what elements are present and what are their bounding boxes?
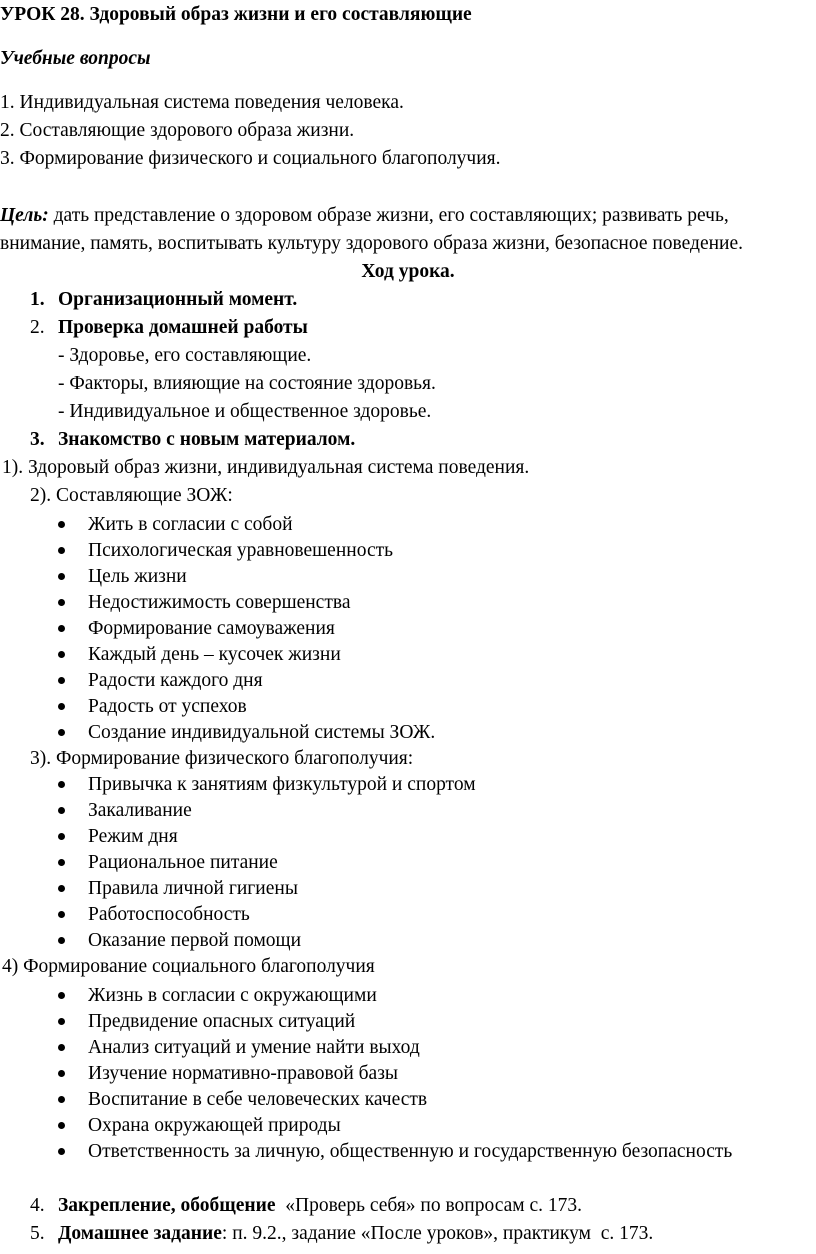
list-item: Психологическая уравновешенность xyxy=(88,540,394,561)
bullet-icon xyxy=(58,720,68,730)
questions-heading: Учебные вопросы xyxy=(0,48,151,69)
bullet-icon xyxy=(58,616,68,626)
bullet-icon xyxy=(58,798,68,808)
step-number: 2. xyxy=(30,317,45,338)
bullet-icon xyxy=(58,1087,68,1097)
list-item: Привычка к занятиям физкультурой и спортом xyxy=(88,774,476,795)
list-item: Рациональное питание xyxy=(88,852,278,873)
goal-label: Цель: xyxy=(0,205,49,226)
list-item: Оказание первой помощи xyxy=(88,930,302,951)
homework-check-item: - Факторы, влияющие на состояние здоровья. xyxy=(58,373,436,394)
question-item: 3. Формирование физического и социального благополучия. xyxy=(0,148,501,169)
goal-line-2: внимание, память, воспитывать культуру здорового образа жизни, безопасное поведение. xyxy=(0,233,744,254)
step-number: 5. xyxy=(30,1223,45,1244)
subsection-heading: 4) Формирование социального благополучия xyxy=(2,956,375,977)
question-item: 1. Индивидуальная система поведения человека. xyxy=(0,92,404,113)
subsection-heading: 2). Составляющие ЗОЖ: xyxy=(30,485,233,506)
step-title: Закрепление, обобщение xyxy=(58,1195,276,1216)
lesson-heading: Ход урока. xyxy=(361,261,455,282)
step-number: 4. xyxy=(30,1195,45,1216)
list-item: Радость от успехов xyxy=(88,696,247,717)
list-item: Предвидение опасных ситуаций xyxy=(88,1011,356,1032)
step-title: Проверка домашней работы xyxy=(58,317,308,338)
subsection-heading: 1). Здоровый образ жизни, индивидуальная система поведения. xyxy=(2,457,530,478)
bullet-icon xyxy=(58,1009,68,1019)
list-item: Режим дня xyxy=(88,826,178,847)
list-item: Радости каждого дня xyxy=(88,670,263,691)
list-item: Анализ ситуаций и умение найти выход xyxy=(88,1037,420,1058)
list-item: Ответственность за личную, общественную и государственную безопасность xyxy=(88,1141,733,1162)
bullet-icon xyxy=(58,1113,68,1123)
list-item: Создание индивидуальной системы ЗОЖ. xyxy=(88,722,436,743)
bullet-icon xyxy=(58,928,68,938)
list-item: Изучение нормативно-правовой базы xyxy=(88,1063,399,1084)
bullet-icon xyxy=(58,983,68,993)
list-item: Жизнь в согласии с окружающими xyxy=(88,985,377,1006)
goal-text: дать представление о здоровом образе жизни, его составляющих; развивать речь, xyxy=(48,205,729,226)
homework-check-item: - Индивидуальное и общественное здоровье. xyxy=(58,401,432,422)
bullet-icon xyxy=(58,1139,68,1149)
step-title: Знакомство с новым материалом. xyxy=(58,429,356,450)
list-item: Недостижимость совершенства xyxy=(88,592,351,613)
list-item: Правила личной гигиены xyxy=(88,878,298,899)
list-item: Цель жизни xyxy=(88,566,187,587)
bullet-icon xyxy=(58,1035,68,1045)
goal-line-1 xyxy=(0,203,729,229)
step-title: Организационный момент. xyxy=(58,289,298,310)
list-item: Воспитание в себе человеческих качеств xyxy=(88,1089,428,1110)
step-text: : п. 9.2., задание «После уроков», практикум с. 173. xyxy=(221,1223,654,1244)
bullet-icon xyxy=(58,876,68,886)
bullet-icon xyxy=(58,694,68,704)
step-title: Домашнее задание xyxy=(58,1223,222,1244)
bullet-icon xyxy=(58,590,68,600)
list-item: Жить в согласии с собой xyxy=(88,514,293,535)
list-item: Закаливание xyxy=(88,800,192,821)
bullet-icon xyxy=(58,564,68,574)
step-text: «Проверь себя» по вопросам с. 173. xyxy=(275,1195,583,1216)
page-title: УРОК 28. Здоровый образ жизни и его составляющие xyxy=(0,4,472,25)
bullet-icon xyxy=(58,538,68,548)
bullet-icon xyxy=(58,772,68,782)
bullet-icon xyxy=(58,824,68,834)
subsection-heading: 3). Формирование физического благополучия: xyxy=(30,748,414,769)
step-number: 3. xyxy=(30,429,45,450)
bullet-icon xyxy=(58,1061,68,1071)
list-item: Охрана окружающей природы xyxy=(88,1115,341,1136)
list-item: Работоспособность xyxy=(88,904,250,925)
bullet-icon xyxy=(58,668,68,678)
bullet-icon xyxy=(58,850,68,860)
question-item: 2. Составляющие здорового образа жизни. xyxy=(0,120,355,141)
homework-check-item: - Здоровье, его составляющие. xyxy=(58,345,312,366)
step-line xyxy=(58,1193,582,1219)
step-line xyxy=(58,1221,653,1247)
list-item: Формирование самоуважения xyxy=(88,618,335,639)
step-number: 1. xyxy=(30,289,45,310)
list-item: Каждый день – кусочек жизни xyxy=(88,644,341,665)
bullet-icon xyxy=(58,512,68,522)
bullet-icon xyxy=(58,642,68,652)
bullet-icon xyxy=(58,902,68,912)
